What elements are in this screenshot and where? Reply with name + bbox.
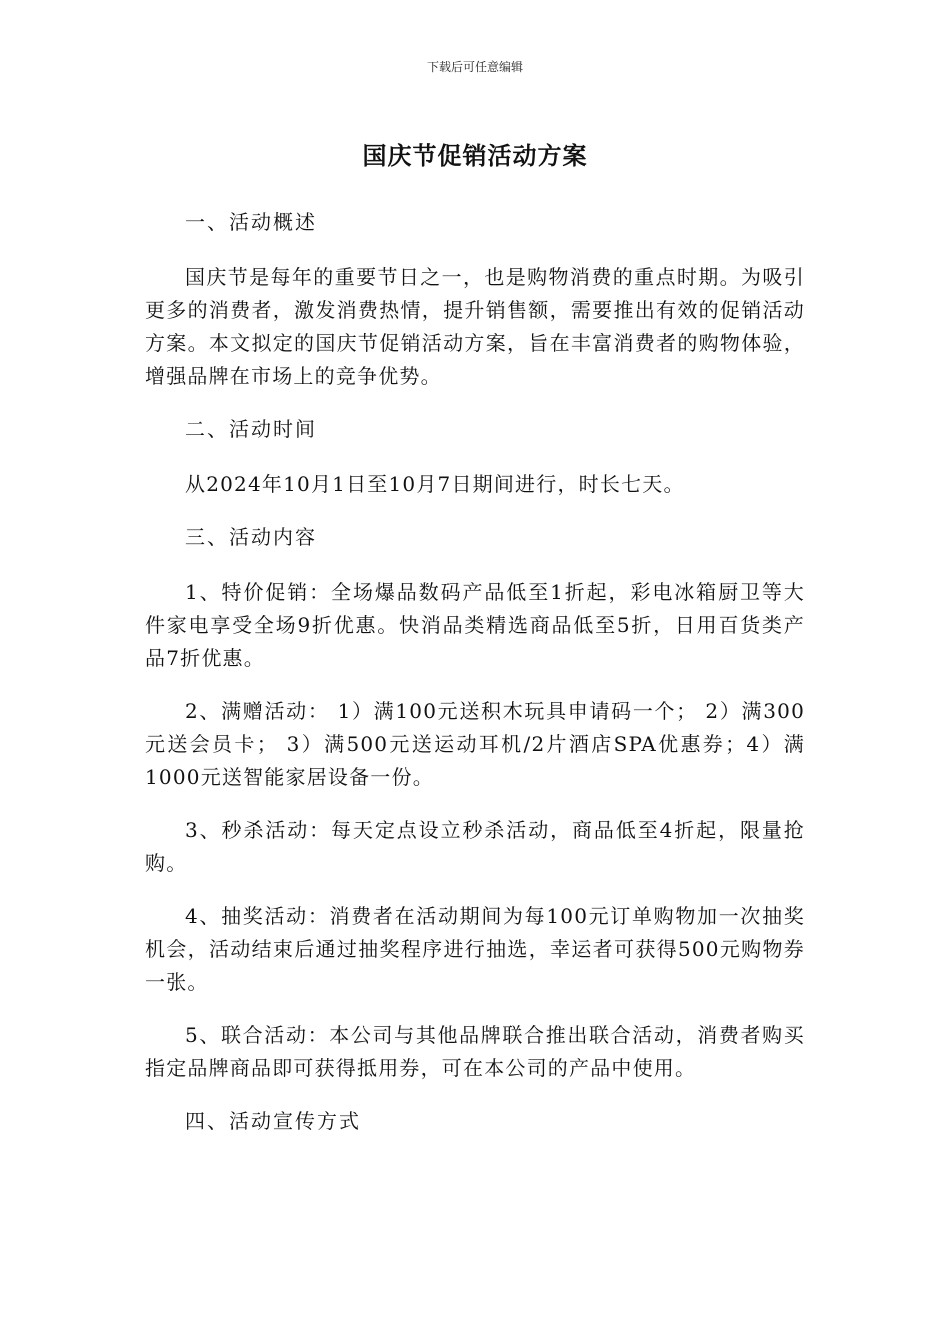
paragraph-item-4: 4、抽奖活动：消费者在活动期间为每100元订单购物加一次抽奖机会，活动结束后通过抽奖程序进行抽选，幸运者可获得500元购物券一张。 bbox=[145, 904, 805, 994]
section-heading-promotion: 四、活动宣传方式 bbox=[185, 1109, 361, 1133]
section-heading-overview: 一、活动概述 bbox=[185, 210, 317, 234]
paragraph-item-1: 1、特价促销：全场爆品数码产品低至1折起，彩电冰箱厨卫等大件家电享受全场9折优惠。快消品类精选商品低至5折，日用百货类产品7折优惠。 bbox=[145, 580, 805, 670]
document-title: 国庆节促销活动方案 bbox=[362, 142, 588, 170]
header-note: 下载后可任意编辑 bbox=[426, 60, 523, 74]
paragraph-time: 从2024年10月1日至10月7日期间进行，时长七天。 bbox=[185, 472, 685, 496]
document-body bbox=[145, 206, 805, 1160]
paragraph-item-3: 3、秒杀活动：每天定点设立秒杀活动，商品低至4折起，限量抢购。 bbox=[145, 818, 805, 875]
section-heading-time: 二、活动时间 bbox=[185, 417, 317, 441]
paragraph-overview: 国庆节是每年的重要节日之一，也是购物消费的重点时期。为吸引更多的消费者，激发消费热情，提升销售额，需要推出有效的促销活动方案。本文拟定的国庆节促销活动方案，旨在丰富消费者的购物体验，增强品牌在市场上的竞争优势。 bbox=[145, 265, 805, 388]
section-heading-content: 三、活动内容 bbox=[185, 525, 317, 549]
paragraph-item-2: 2、满赠活动： 1）满100元送积木玩具申请码一个； 2）满300元送会员卡； 3）满500元送运动耳机/2片酒店SPA优惠券；4）满1000元送智能家居设备一份。 bbox=[145, 699, 805, 789]
paragraph-item-5: 5、联合活动：本公司与其他品牌联合推出联合活动，消费者购买指定品牌商品即可获得抵用券，可在本公司的产品中使用。 bbox=[145, 1023, 805, 1080]
